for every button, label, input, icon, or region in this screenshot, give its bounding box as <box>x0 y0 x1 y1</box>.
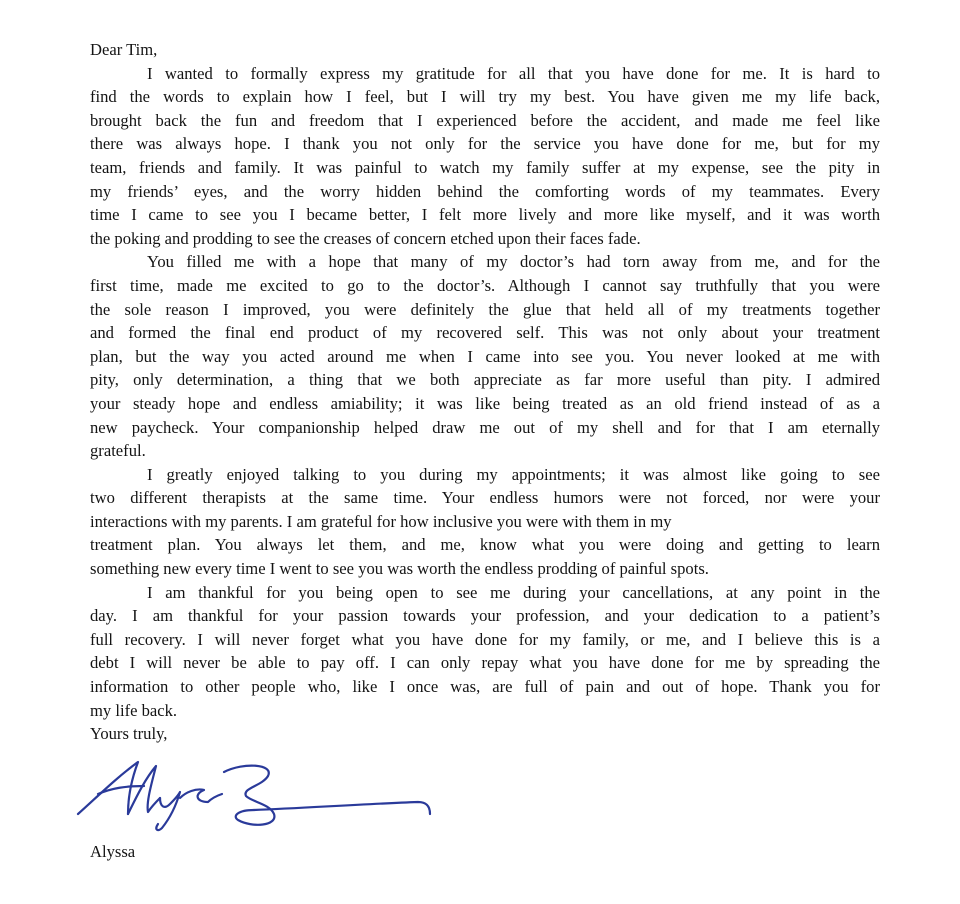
paragraph-line: You filled me with a hope that many of my doctor’s had torn away from me, and for the <box>147 252 880 272</box>
paragraph-3 <box>90 463 880 581</box>
signature-stroke <box>180 789 222 802</box>
paragraph-line: I am thankful for you being open to see me during your cancellations, at any point in the <box>147 582 880 602</box>
signature-ink <box>74 758 444 834</box>
paragraph-line: grateful. <box>90 441 146 461</box>
paragraph-line: new paycheck. Your companionship helped draw me out of my shell and for that I am eternally <box>90 417 880 437</box>
paragraph-line: plan, but the way you acted around me when I came into see you. You never looked at me with <box>90 346 880 366</box>
paragraph-line: interactions with my parents. I am grateful for how inclusive you were with them in my <box>90 511 672 531</box>
paragraph-line: my life back. <box>90 700 178 720</box>
signature-stroke <box>254 802 430 814</box>
paragraph-line: information to other people who, like I once was, are full of pain and out of hope. Thank you for <box>90 677 880 697</box>
paragraph-line: I greatly enjoyed talking to you during my appointments; it was almost like going to see <box>147 464 880 484</box>
paragraph-line: my friends’ eyes, and the worry hidden behind the comforting words of my teammates. Every <box>90 181 880 201</box>
paragraph-line: team, friends and family. It was painful to watch my family suffer at my expense, see the pity in <box>90 157 880 177</box>
paragraph-4 <box>90 581 880 723</box>
paragraph-line: something new every time I went to see you was worth the endless prodding of painful spots. <box>90 559 709 579</box>
closing: Yours truly, <box>90 724 168 744</box>
signature-stroke <box>156 792 180 830</box>
handwritten-signature <box>74 758 444 834</box>
paragraph-line: pity, only determination, a thing that we both appreciate as far more useful than pity. I admired <box>90 370 880 390</box>
signature-stroke <box>128 766 160 814</box>
signature-strokes <box>78 762 430 830</box>
letter-body <box>90 38 880 746</box>
signature-stroke <box>224 766 274 825</box>
paragraph-line: debt I will never be able to pay off. I can only repay what you have done for me by spreading the <box>90 653 880 673</box>
paragraph-line: there was always hope. I thank you not only for the service you have done for me, but for my <box>90 134 880 154</box>
paragraph-line: day. I am thankful for your passion towards your profession, and your dedication to a patient’s <box>90 606 880 626</box>
paragraph-line: full recovery. I will never forget what you have done for my family, or me, and I believe this is a <box>90 629 880 649</box>
paragraph-1 <box>90 62 880 251</box>
signer-name: Alyssa <box>90 842 136 861</box>
paragraph-line: find the words to explain how I feel, but I will try my best. You have given me my life back, <box>90 87 880 107</box>
paragraph-line: first time, made me excited to go to the doctor’s. Although I cannot say truthfully that you were <box>90 275 880 295</box>
paragraph-line: time I came to see you I became better, I felt more lively and more like myself, and it was worth <box>90 205 880 225</box>
salutation: Dear Tim, <box>90 40 158 59</box>
paragraph-line: and formed the final end product of my recovered self. This was not only about your treatment <box>90 323 880 343</box>
paragraph-line: your steady hope and endless amiability; it was like being treated as an old friend instead of as a <box>90 393 880 413</box>
paragraph-2 <box>90 250 880 462</box>
paragraph-line: brought back the fun and freedom that I experienced before the accident, and made me feel like <box>90 110 880 130</box>
paragraph-line: treatment plan. You always let them, and me, know what you were doing and getting to learn <box>90 535 880 555</box>
signature-stroke <box>78 762 138 814</box>
paragraph-line: the sole reason I improved, you were definitely the glue that held all of my treatments together <box>90 299 880 319</box>
paragraph-line: two different therapists at the same time. Your endless humors were not forced, nor were your <box>90 488 880 508</box>
paragraph-line: I wanted to formally express my gratitude for all that you have done for me. It is hard to <box>147 63 880 83</box>
paragraph-line: the poking and prodding to see the creases of concern etched upon their faces fade. <box>90 228 641 248</box>
